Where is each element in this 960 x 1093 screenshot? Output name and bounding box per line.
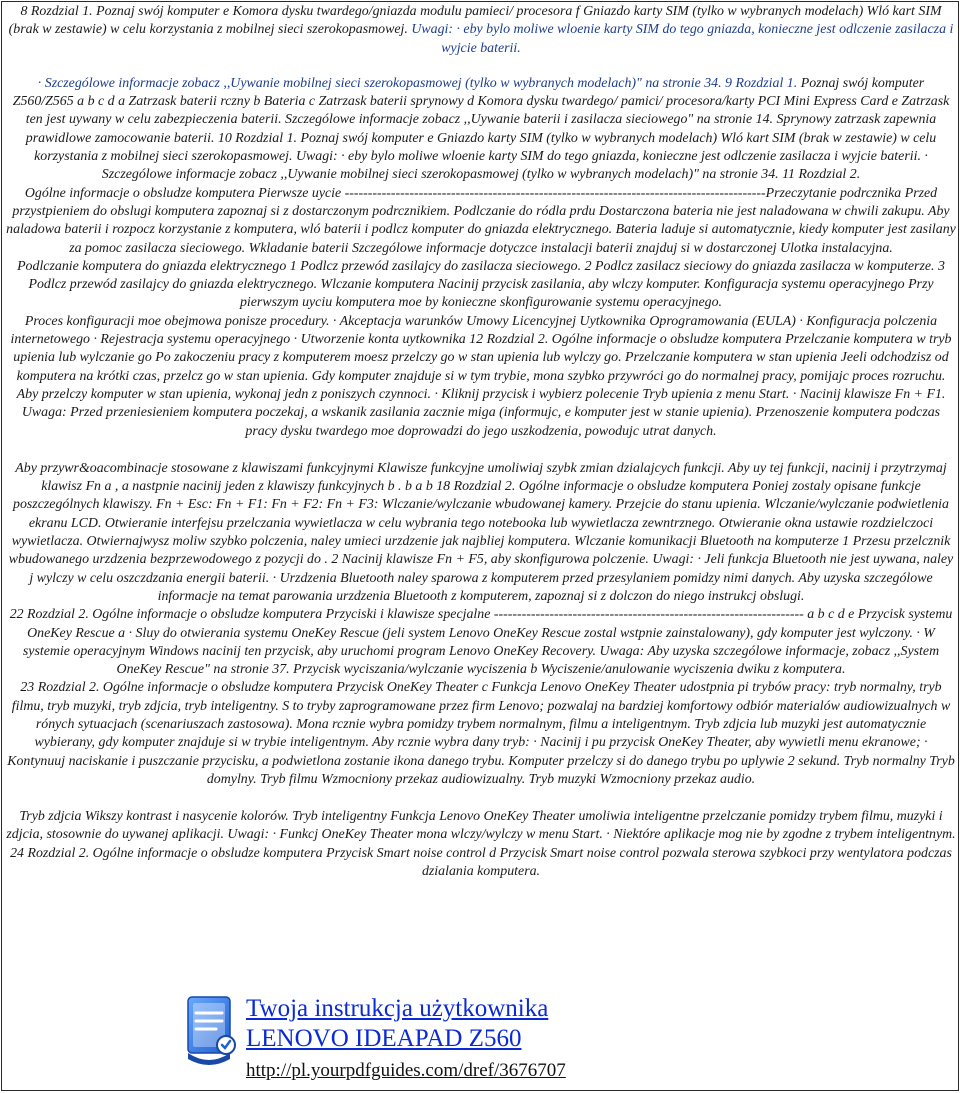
document-page <box>1 1 959 1091</box>
broadband-note: · Szczególowe informacje zobacz ,,Uywanie mobilnej sieci szerokopasmowej (tylko w wybranych modelach)" na stronie 34. 9 Rozdzial 1. <box>37 75 798 91</box>
paragraph-sim-slot <box>6 3 956 58</box>
manual-title-link[interactable]: Twoja instrukcja użytkownika <box>246 995 549 1022</box>
paragraph-battery <box>6 75 956 185</box>
manual-url-link[interactable]: http://pl.yourpdfguides.com/dref/3676707 <box>246 1060 566 1081</box>
guide-logo-icon <box>182 995 240 1067</box>
paragraph-theater-modes: Tryb zdjcia Wikszy kontrast i nasycenie kolorów. Tryb inteligentny Funkcja Lenovo OneKey Theater umoliwia inteligentne przelczanie pomidzy trybem filmu, muzyki i zdjcia, stosownie do uywanej aplikacji. Uwagi: · Funkcj OneKey Theater mona wlczy/wylczy w menu Start. · Niektóre aplikacje mog nie by zgodne z trybem inteligentnym. 24 Rozdzial 2. Ogólne informacje o obsludze komputera Przycisk Smart noise control d Przycisk Smart noise control pozwala sterowa szybkoci przy wentylatora podczas dzialania komputera. <box>6 809 956 880</box>
sim-note: Uwagi: · eby bylo moliwe wloenie karty SIM do tego gniazda, konieczne jest odlczenie zasilacza i wyjcie baterii. <box>411 22 954 56</box>
footer-banner <box>2 992 958 1091</box>
document-body <box>6 3 956 881</box>
paragraph-text: 8 Rozdzial 1. Poznaj swój komputer e Komora dysku twardego/gniazda modulu pamieci/ procesora f Gniazdo karty SIM (tylko w wybranych modelach) Wló kart SIM (brak w zestawie) w celu korzystania z mobilnej sieci szerokopasmowej. <box>8 4 942 38</box>
paragraph-function-keys: Aby przywr&oacombinacje stosowane z klawiszami funkcyjnymi Klawisze funkcyjne umoliwiaj szybk zmian dzialajcych funkcji. Aby uy tej funkcji, nacinij i przytrzymaj klawisz Fn a , a nastpnie nacinij jeden z klawiszy funkcyjnych b . b a b 18 Rozdzial 2. Ogólne informacje o obsludze komputera Poniej zostaly opisane funkcje poszczególnych klawiszy. Fn + Esc: Fn + F1: Fn + F2: Fn + F3: Wlczanie/wylczanie wbudowanej kamery. Przejcie do stanu upienia. Wlczanie/wylczanie podwietlenia ekranu LCD. Otwieranie interfejsu przelczania wywietlacza w celu wybrania tego notebooka lub wywietlacza zewntrznego. Otwieranie okna ustawie rozdzielczoci wywietlacza. Otwiernajwysz moliw szybko polczenia, naley umieci urzdzenie jak najbliej komputera. Wlczanie komunikacji Bluetooth na komputerze 1 Przesu przelcznik wbudowanego urzdzenia bezprzewodowego z pozycji do . 2 Nacinij klawisze Fn + F5, aby skonfigurowa polczenie. Uwagi: · Jeli funkcja Bluetooth nie jest uywana, naley j wylczy w celu oszczdzania energii baterii. · Urzdzenia Bluetooth naley sparowa z komputerem przed przesylaniem pomidzy nimi danych. Aby uzyska szczególowe informacje na temat parowania urzdzenia Bluetooth z komputerem, zapoznaj si z dolczon do niego instrukcj obslugi. <box>8 460 954 604</box>
paragraph-power-connection: Podlczanie komputera do gniazda elektrycznego 1 Podlcz przewód zasilajcy do zasilacza sieciowego. 2 Podlcz zasilacz sieciowy do gniazda zasilacza w komputerze. 3 Podlcz przewód zasilajcy do gniazda elektrycznego. Wlczanie komputera Nacinij przycisk zasilania, aby wlczy komputer. Konfiguracja systemu operacyjnego Przy pierwszym uyciu komputera moe by konieczne skonfigurowanie systemu operacyjnego. <box>17 258 945 311</box>
footer-links <box>246 994 566 1082</box>
paragraph-onekey-rescue: 22 Rozdzial 2. Ogólne informacje o obsludze komputera Przyciski i klawisze specjalne ------------------------------------------------------------------- a b c d e Przycisk systemu OneKey Rescue a · Sluy do otwierania systemu OneKey Rescue (jeli system Lenovo OneKey Rescue zostal wstpnie zainstalowany), gdy komputer jest wylczony. · W systemie operacyjnym Windows nacinij ten przycisk, aby uruchomi program Lenovo OneKey Recovery. Uwaga: Aby uzyska szczególowe informacje, zobacz ,,System OneKey Rescue" na stronie 37. Przycisk wyciszania/wylczanie wyciszenia b Wyciszenie/anulowanie wyciszenia dwiku z komputera. <box>9 607 953 678</box>
paragraph-sleep-mode: Proces konfiguracji moe obejmowa ponisze procedury. · Akceptacja warunków Umowy Licencyjnej Uytkownika Oprogramowania (EULA) · Konfiguracja polczenia internetowego · Rejestracja systemu operacyjnego · Utworzenie konta uytkownika 12 Rozdzial 2. Ogólne informacje o obsludze komputera Przelczanie komputera w tryb upienia lub wylczanie go Po zakoczeniu pracy z komputerem moesz przelczy go w stan upienia lub wylczy go. Przelczanie komputera w stan upienia Jeeli odchodzisz od komputera na krótki czas, przelcz go w stan upienia. Gdy komputer znajduje si w tym trybie, mona szybko przywróci go do normalnej pracy, pomijajc proces rozruchu. Aby przelczy komputer w stan upienia, wykonaj jedn z poniszych czynnoci. · Kliknij przycisk i wybierz polecenie Tryb upienia z menu Start. · Nacinij klawisze Fn + F1. Uwaga: Przed przeniesieniem komputera poczekaj, a wskanik zasilania zacznie miga (informujc, e komputer jest w stanie upienia). Przenoszenie komputera podczas pracy dysku twardego moe doprowadzi do jego uszkodzenia, powodujc utrat danych. <box>10 313 952 439</box>
paragraph-text: Poznaj swój komputer Z560/Z565 a b c d a Zatrzask baterii rczny b Bateria c Zatrzask baterii sprynowy d Komora dysku twardego/ pamici/ procesora/karty PCI Mini Express Card e Zatrzask ten jest uywany w celu zabezpieczenia baterii. Szczególowe informacje zobacz ,,Uywanie baterii i zasilacza sieciowego" na stronie 14. Sprynowy zatrzask zapewnia prawidlowe zamocowanie baterii. 10 Rozdzial 1. Poznaj swój komputer e Gniazdo karty SIM (tylko w wybranych modelach) Wló kart SIM (brak w zestawie) w celu korzystania z mobilnej sieci szerokopasmowej. Uwagi: · eby bylo moliwe wloenie karty SIM do tego gniazda, konieczne jest odlczenie zasilacza i wyjcie baterii. · Szczególowe informacje zobacz ,,Uywanie mobilnej sieci szerokopasmowej (tylko w wybranych modelach)" na stronie 34. 11 Rozdzial 2. <box>12 75 950 183</box>
manual-model-link[interactable]: LENOVO IDEAPAD Z560 <box>246 1025 522 1052</box>
paragraph-onekey-theater: 23 Rozdzial 2. Ogólne informacje o obsludze komputera Przycisk OneKey Theater c Funkcja Lenovo OneKey Theater udostpnia pi trybów pracy: tryb normalny, tryb filmu, tryb muzyki, tryb zdjcia, tryb inteligentny. S to tryby zaprogramowane przez firm Lenovo; pozwalaj na bardziej komfortowy odbiór materialów audiowizualnych w rónych sytuacjach (scenariuszach zastosowa). Mona rcznie wybra pomidzy trybem normalnym, filmu a inteligentnym. Tryb zdjcia lub muzyki jest automatycznie wybierany, gdy komputer znajduje si w trybie inteligentnym. Aby rcznie wybra dany tryb: · Nacinij i pu przycisk OneKey Theater, aby wywietli menu ekranowe; · Kontynuuj naciskanie i puszczanie przycisku, a podwietlona zostanie ikona danego trybu. Komputer przelczy si do danego trybu po uplywie 2 sekund. Tryb normalny Tryb domylny. Tryb filmu Wzmocniony przekaz audiowizualny. Tryb muzyki Wzmocniony przekaz audio. <box>7 680 955 787</box>
paragraph-first-use: Ogólne informacje o obsludze komputera Pierwsze uycie -------------------------------------------------------------------------------------------Przeczytanie podrcznika Przed przystpieniem do obslugi komputera zapoznaj si z dostarczonym podrcznikiem. Podlczanie do ródla prdu Dostarczona bateria nie jest naladowana w chwili zakupu. Aby naladowa baterii i rozpocz korzystanie z komputera, wló baterii i podlcz komputer do gniazda elektrycznego. Bateria laduje si automatycznie, kiedy komputer jest zasilany za pomoc zasilacza sieciowego. Wkladanie baterii Szczególowe informacje dotyczce instalacji baterii znajduj si w dostarczonej Ulotka instalacyjna. <box>6 185 956 256</box>
